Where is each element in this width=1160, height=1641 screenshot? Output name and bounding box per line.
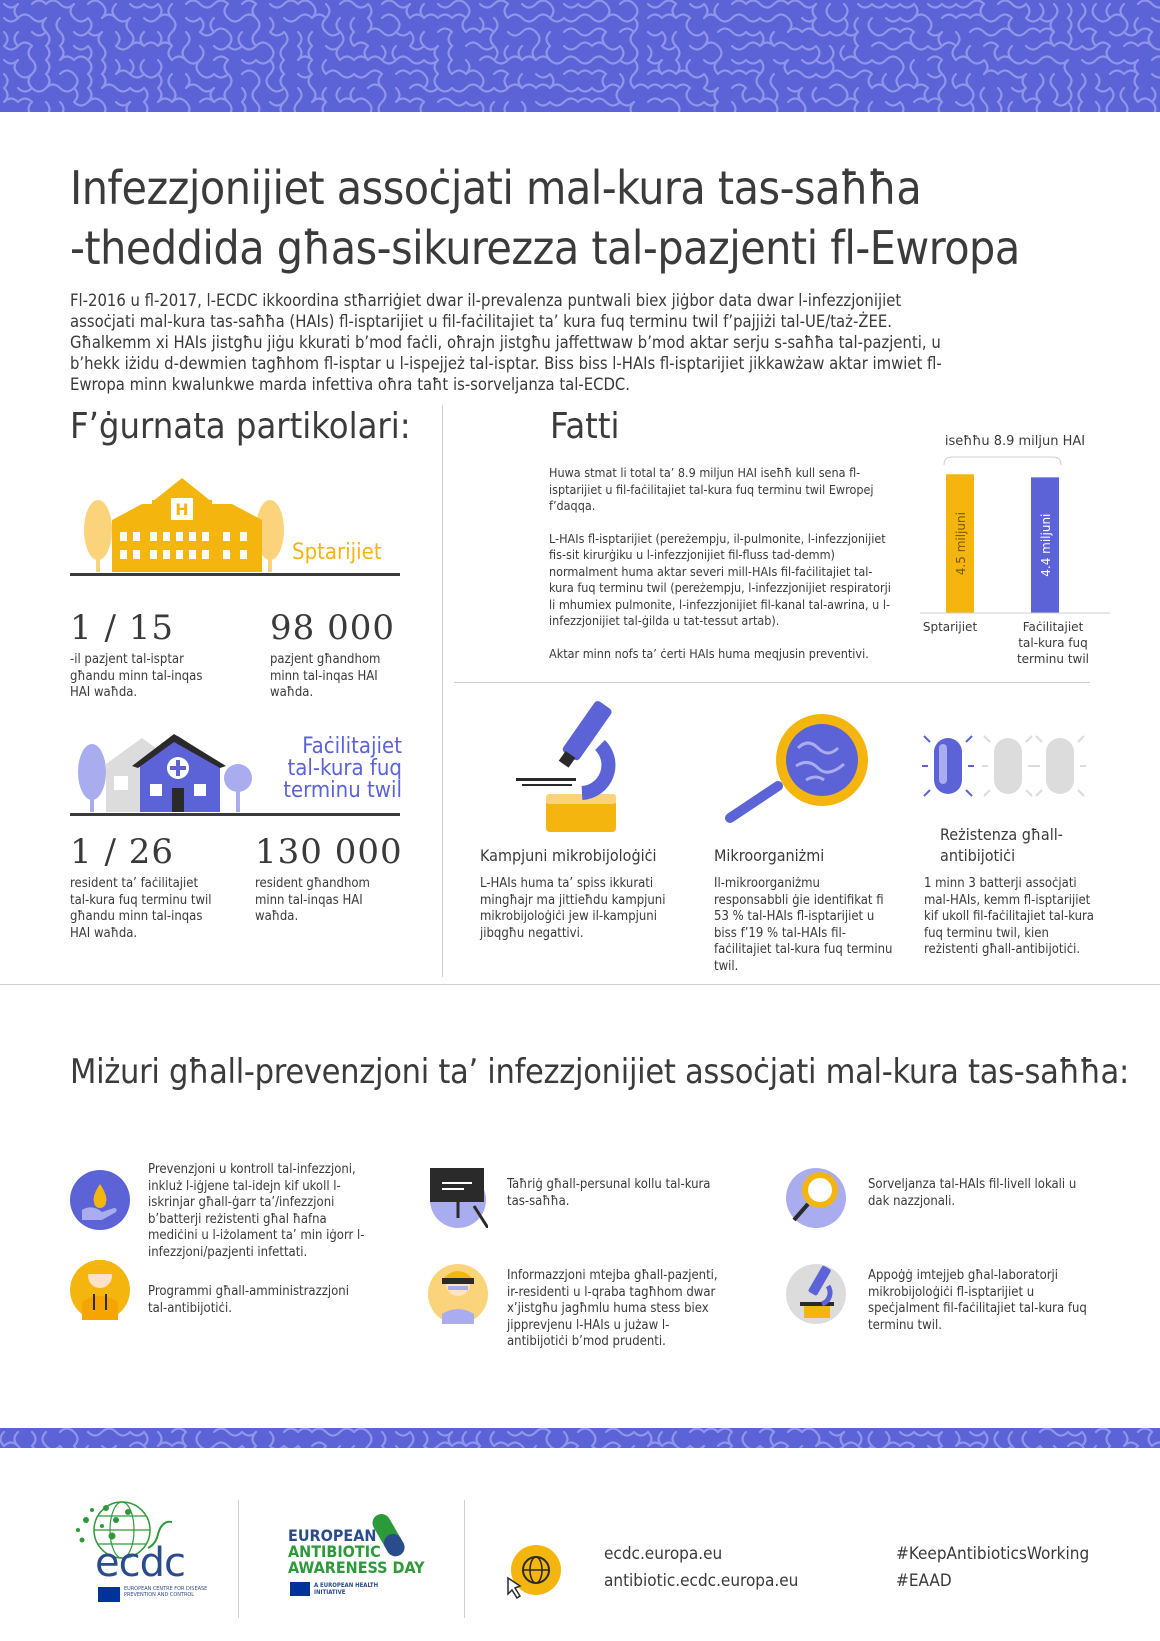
intro-paragraph: Fl-2016 u fl-2017, l-ECDC ikkoordina stħarriġiet dwar il-prevalenza puntwali biex jiġbor data dwar l-infezzjonijiet assoċjati mal-kura tas-saħħa (HAIs) fl-isptarijiet u fil-faċilitajiet ta’ kura fuq terminu twil f’pajjiżi tal-UE/taż-ŻEE. Għalkemm xi HAIs jistgħu jiġu kkurati b’mod faċli, oħrajn jistgħu jaffettwaw b’mod aktar serju s-saħħa tal-pazjenti, u b’hekk iżidu d-dewmien tagħhom fl-isptar u l-ispejjeż tal-isptar. Biss biss l-HAIs fl-isptarijiet jikkawżaw aktar imwiet fl-Ewropa minn kwalunkwe marda infettiva oħra taħt is-sorveljanza tal-ECDC. [70,291,942,394]
hand-drop-icon [70,1170,130,1230]
ltcf-label-line2: tal-kura fuq [287,756,402,781]
eaad-capsule-icon [364,1506,414,1566]
svg-text:H: H [175,500,189,519]
ltcf-count: 130 000 [255,832,403,872]
facts-p3: Aktar minn nofs ta’ ċerti HAIs huma meqjusin preventivi. [549,645,869,661]
section-divider [0,984,1160,985]
eaad-eu-flag-icon [290,1582,310,1596]
nurse-icon [70,1260,130,1320]
measure5-text: Informazzjoni mtejba għall-pazjenti, ir-residenti u l-qraba tagħhom dwar x’jistgħu jagħmlu huma stess biex jipprevjenu l-HAIs u jużaw l-antibijotiċi b’mod prudenti. [507,1268,718,1349]
chart-bracket [944,457,1061,465]
measure3-text: Sorveljanza tal-HAIs fil-livell lokali u dak nazzjonali. [868,1177,1077,1209]
measures-heading: Miżuri għall-prevenzjoni ta’ infezzjonijiet assoċjati mal-kura tas-saħħa: [70,1052,1129,1092]
eaad-line1: EUROPEAN [288,1526,377,1545]
chart-value-label-1: 4.4 miljuni [1039,513,1053,577]
facts-p2: L-HAIs fl-isptarijiet (pereżempju, il-pulmonite, l-infezzjonijiet fis-sit kirurġiku u l-infezzjonijiet fil-fluss tad-demm) normalment huma aktar severi mill-HAIs fil-faċilitajiet tal-kura fuq terminu twil (pereżempju, l-infezzjonijiet respiratorji li mhumiex pulmonite, l-infezzjonijiet fil-kanal tal-awrina, u l-infezzjonijiet tal-ġilda u tat-tessut artab). [549,530,891,628]
card3-title [940,824,1063,866]
chart-category-label-1-line3: terminu twil [1016,652,1090,666]
magnifier-illustration [718,708,878,828]
page-title-line1: Infezzjonijiet assoċjati mal-kura tas-saħħa [70,161,922,215]
hashtag-eaad[interactable]: #EAAD [896,1571,952,1591]
measure2-text: Taħriġ għall-persunal kollu tal-kura tas-saħħa. [507,1177,711,1209]
footer-divider-1 [238,1500,239,1618]
figures-heading: F’ġurnata partikolari: [70,406,411,447]
measure6-text: Appoġġ imtejjeb għal-laboratorji mikrobijoloġiċi fl-isptarijiet u speċjalment fil-faċilitajiet tal-kura fuq terminu twil. [868,1268,1087,1333]
ltcf-label [230,736,402,802]
facts-divider [454,682,1090,683]
ecdc-wordmark: ecdc [95,1540,185,1586]
card3-text: 1 minn 3 batterji assoċjati mal-HAIs, kemm fl-isptarijiet kif ukoll fil-faċilitajiet tal-kura fuq terminu twil, kien reżistenti għall-antibijotiċi. [924,876,1094,957]
hospital-count-text: pazjent għandhom minn tal-inqas HAI waħda. [270,652,381,700]
magnifier-icon [786,1168,846,1228]
chart-category-label-1-line1: Faċilitajiet [1022,620,1084,634]
bacteria-illustration [922,730,1092,810]
measure4-text: Programmi għall-amministrazzjoni tal-antibijotiċi. [148,1284,349,1316]
eaad-line3: AWARENESS DAY [288,1558,425,1577]
chart-category-label-1-line2: tal-kura fuq [1018,636,1088,650]
card3-title-line1: Reżistenza għall- [940,825,1063,844]
eaad-line2: ANTIBIOTIC [288,1542,381,1561]
chart-category-label-0: Sptarijiet [922,620,978,634]
page-title [70,158,1020,278]
microscope-icon [786,1264,846,1324]
ltcf-label-line1: Faċilitajiet [302,734,402,759]
top-pattern-band [0,0,1160,112]
card3-title-line2: antibijotiċi [940,846,1016,865]
eaad-subtitle: A EUROPEAN HEALTH INITIATIVE [314,1582,379,1596]
column-divider [442,405,443,977]
hashtag-keep-antibiotics[interactable]: #KeepAntibioticsWorking [896,1544,1090,1564]
facts-text [549,465,894,662]
ltcf-ratio-text: resident ta’ faċilitajiet tal-kura fuq terminu twil għandu minn tal-inqas HAI waħda. [70,876,212,941]
measure1-text: Prevenzjoni u kontroll tal-infezzjoni, inkluż l-iġjene tal-idejn kif ukoll l-iskrinjar għall-ġarr ta’/infezzjoni b’batterji reżistenti għal ħafna mediċini u l-iżolament ta’ min iġorr l-infezzjoni/pazjenti infettati. [148,1162,365,1260]
eu-flag-icon [98,1587,120,1602]
hospitals-label: Sptarijiet [292,540,382,565]
card2-title: Mikroorganiżmi [714,846,825,865]
microscope-illustration [512,698,642,838]
ltcf-count-text: resident għandhom minn tal-inqas HAI waħda. [255,876,370,924]
facts-p1: Huwa stmat li total ta’ 8.9 miljun HAI iseħħ kull sena fl-isptarijiet u fil-faċilitajiet tal-kura fuq terminu twil Ewropej f’daqqa. [549,465,874,513]
ltcf-ratio: 1 / 26 [70,832,174,872]
hai-bar-chart [920,425,1110,670]
globe-cursor-icon [506,1544,562,1600]
ltcf-label-line3: terminu twil [283,778,402,803]
facts-heading: Fatti [550,406,620,447]
bottom-pattern-band [0,1428,1160,1448]
presentation-board-icon [428,1168,488,1228]
ecdc-link[interactable]: ecdc.europa.eu [604,1544,723,1564]
hospital-ratio: 1 / 15 [70,608,174,648]
card1-text: L-HAIs huma ta’ spiss ikkurati mingħajr ma jittieħdu kampjuni mikrobijoloġiċi jew il-kampjuni jibqgħu negattivi. [480,876,666,941]
antibiotic-link[interactable]: antibiotic.ecdc.europa.eu [604,1571,799,1591]
ecdc-subtitle: EUROPEAN CENTRE FOR DISEASE PREVENTION AND CONTROL [124,1586,208,1598]
card2-text: Il-mikroorganiżmu responsabbli ġie identifikat fi 53 % tal-HAIs fl-isptarijiet u biss f’19 % tal-HAIs fil-faċilitajiet tal-kura fuq terminu twil. [714,876,893,974]
chart-value-label-0: 4.5 miljuni [954,512,968,576]
chart-title: iseħħu 8.9 miljun HAI [944,434,1086,449]
hospital-count: 98 000 [270,608,395,648]
footer-divider-2 [464,1500,465,1618]
card1-title: Kampjuni mikrobijoloġiċi [480,846,657,865]
hospital-ratio-text: -il pazjent tal-isptar għandu minn tal-inqas HAI waħda. [70,652,203,700]
page-title-line2: -theddida għas-sikurezza tal-pazjenti fl-Ewropa [70,221,1020,275]
patient-icon [428,1264,488,1324]
